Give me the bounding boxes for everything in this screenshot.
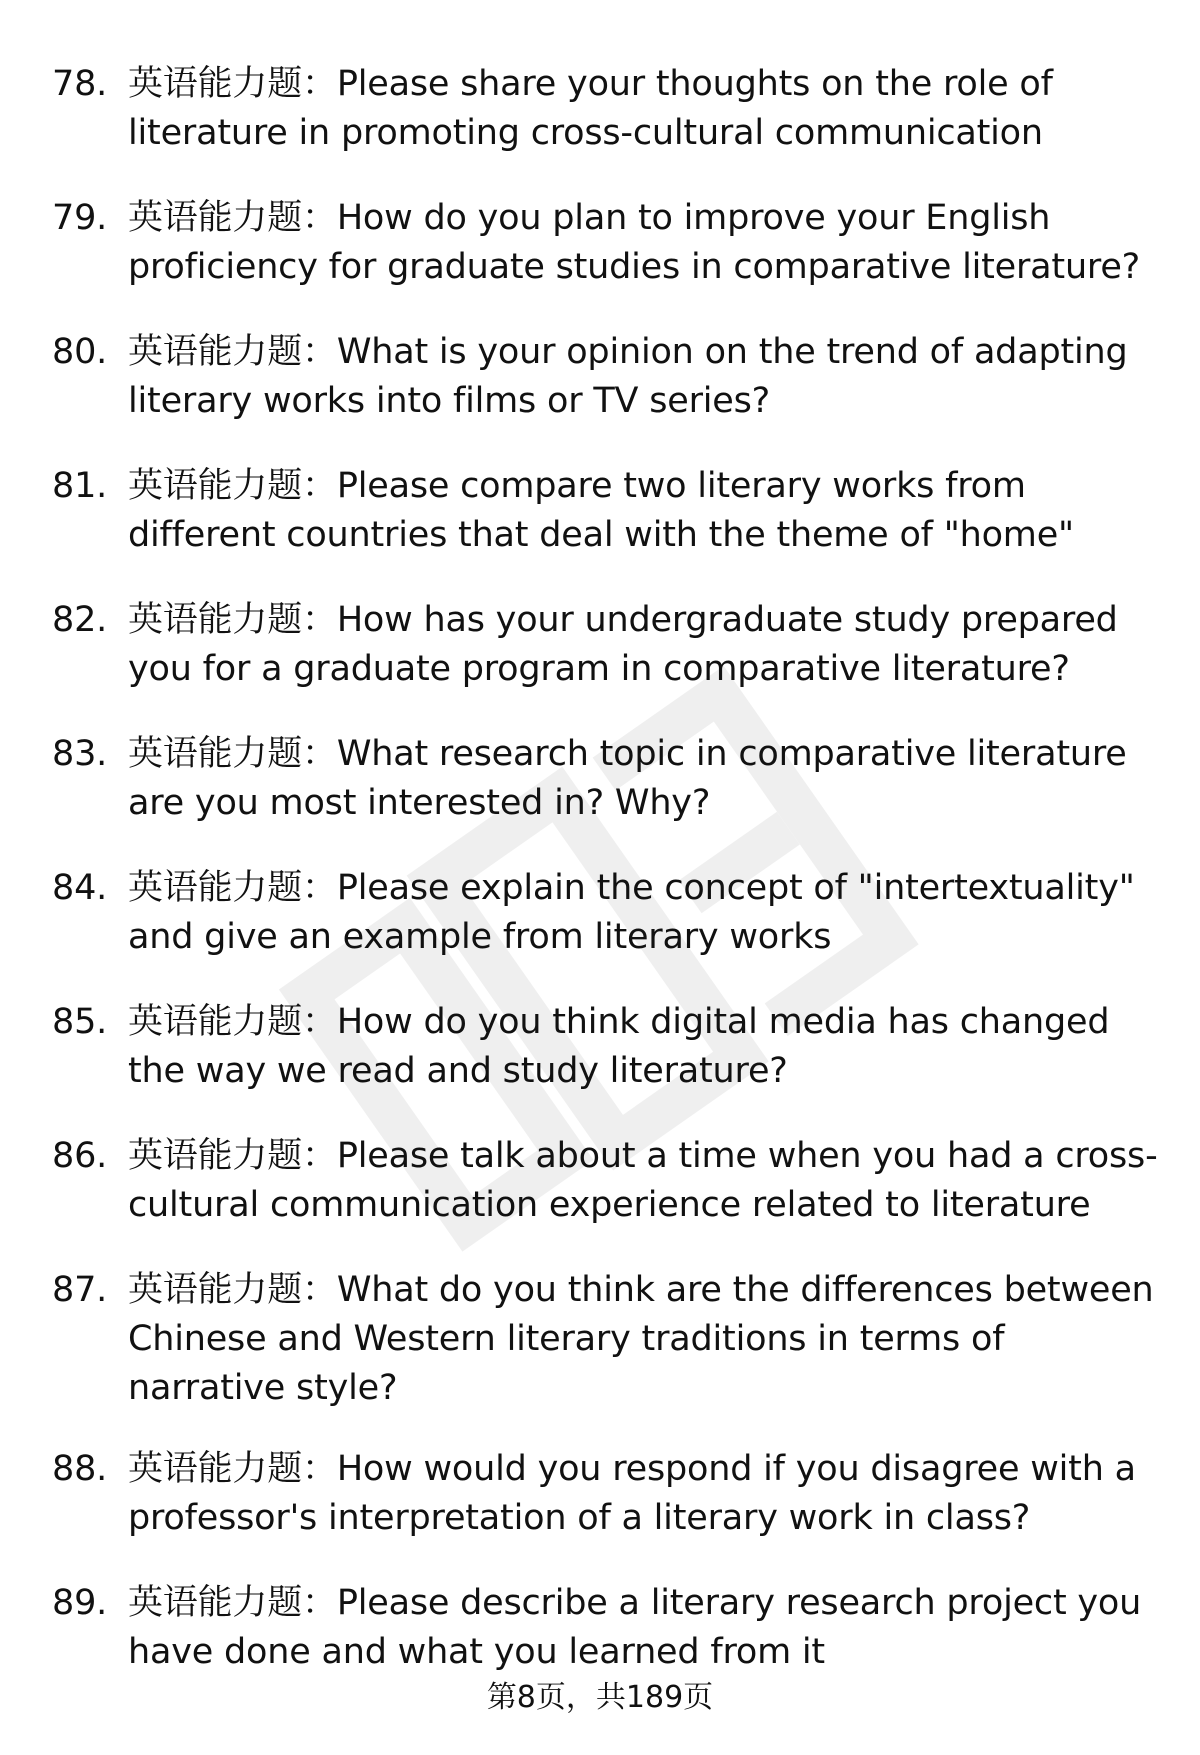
question-number: 89.	[52, 1583, 108, 1623]
question-number: 85.	[52, 1002, 108, 1042]
question-text: Please explain the concept of "intertextuality" and give an example from literary works	[128, 868, 1135, 957]
question-text: What research topic in comparative literature are you most interested in? Why?	[128, 734, 1127, 823]
question-number: 82.	[52, 600, 108, 640]
question-text: Please talk about a time when you had a cross-cultural communication experience related to literature	[128, 1136, 1158, 1225]
question-category: 英语能力题：	[128, 734, 337, 774]
question-category: 英语能力题：	[128, 1270, 337, 1310]
question-category: 英语能力题：	[128, 868, 337, 908]
question-text: Please describe a literary research project you have done and what you learned from it	[128, 1583, 1142, 1672]
question-list	[0, 60, 1200, 1713]
question-number: 83.	[52, 734, 108, 774]
question-number: 79.	[52, 198, 108, 238]
list-item	[0, 1445, 1200, 1543]
list-item	[0, 1132, 1200, 1230]
question-category: 英语能力题：	[128, 466, 337, 506]
list-item	[0, 60, 1200, 158]
question-text: How has your undergraduate study prepared you for a graduate program in comparative literature?	[128, 600, 1118, 689]
page-indicator: 第8页，共189页	[486, 1680, 714, 1715]
question-text: Please share your thoughts on the role of literature in promoting cross-cultural communication	[128, 64, 1053, 153]
list-item	[0, 998, 1200, 1096]
list-item	[0, 864, 1200, 962]
question-text: What do you think are the differences between Chinese and Western literary traditions in terms of narrative style?	[128, 1270, 1154, 1408]
question-number: 87.	[52, 1270, 108, 1310]
question-number: 88.	[52, 1449, 108, 1489]
list-item	[0, 1266, 1200, 1413]
question-text: How do you think digital media has changed the way we read and study literature?	[128, 1002, 1110, 1091]
question-category: 英语能力题：	[128, 64, 337, 104]
question-number: 78.	[52, 64, 108, 104]
question-category: 英语能力题：	[128, 1583, 337, 1623]
question-category: 英语能力题：	[128, 198, 337, 238]
list-item	[0, 194, 1200, 292]
question-number: 80.	[52, 332, 108, 372]
question-number: 81.	[52, 466, 108, 506]
question-category: 英语能力题：	[128, 1002, 337, 1042]
list-item	[0, 730, 1200, 828]
question-category: 英语能力题：	[128, 332, 337, 372]
question-text: How would you respond if you disagree with a professor's interpretation of a literary work in class?	[128, 1449, 1136, 1538]
question-number: 84.	[52, 868, 108, 908]
list-item	[0, 328, 1200, 426]
question-category: 英语能力题：	[128, 1136, 337, 1176]
question-text: Please compare two literary works from different countries that deal with the theme of "home"	[128, 466, 1074, 555]
question-text: How do you plan to improve your English proficiency for graduate studies in comparative literature?	[128, 198, 1141, 287]
list-item	[0, 596, 1200, 694]
question-number: 86.	[52, 1136, 108, 1176]
list-item	[0, 462, 1200, 560]
question-category: 英语能力题：	[128, 1449, 337, 1489]
list-item	[0, 1579, 1200, 1677]
question-category: 英语能力题：	[128, 600, 337, 640]
question-text: What is your opinion on the trend of adapting literary works into films or TV series?	[128, 332, 1128, 421]
